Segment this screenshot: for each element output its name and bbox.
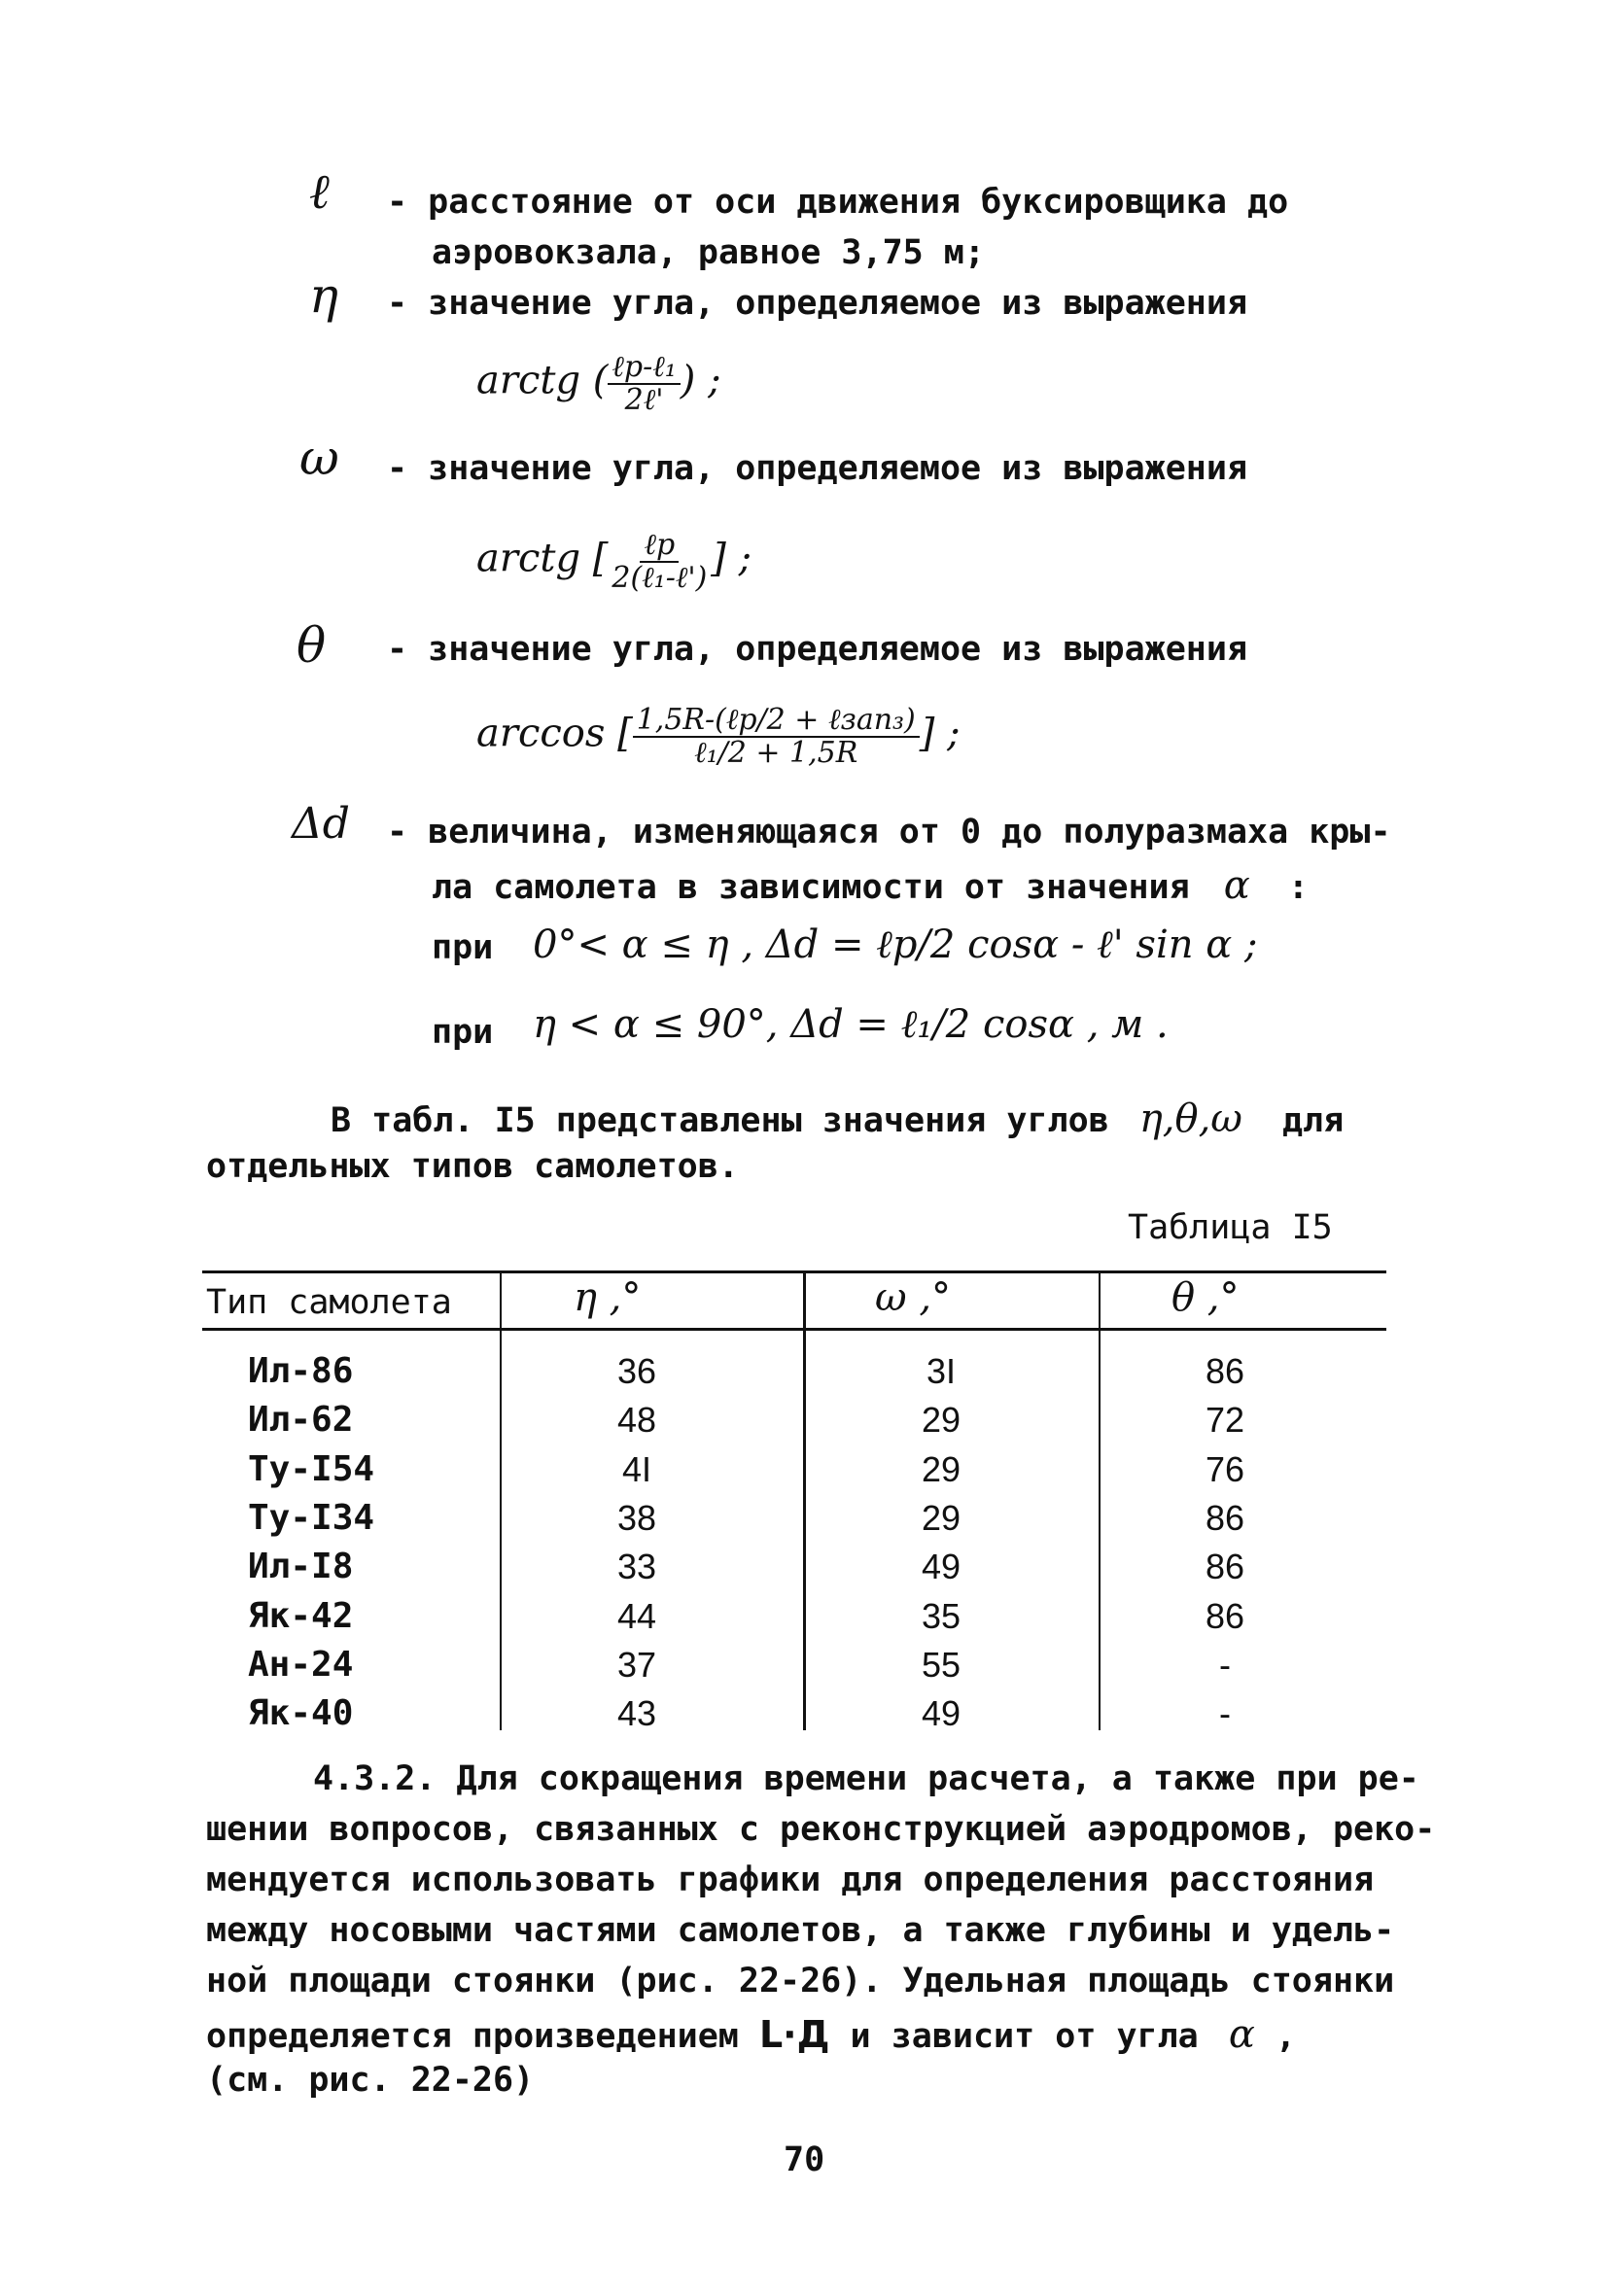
alpha-symbol-2: α [1228,2012,1255,2057]
table-cell-eta: 4I [621,1449,652,1489]
formula-omega: arctg [ $\frac{\text{ℓр}}{\text{2(ℓ₁-ℓ')}}$ ] ; [476,528,752,595]
definition-delta-d-line1: - величина, изменяющаяся от 0 до полуразмаха кры- [387,813,1391,852]
symbol-l: ℓ [309,163,330,220]
table-col-divider-2 [803,1273,806,1730]
header-theta: θ ,° [1171,1275,1240,1320]
table-cell-theta: 86 [1205,1596,1245,1636]
table-cell-omega: 55 [921,1645,961,1685]
definition-l-line2: аэровокзала, равное 3,75 м; [432,233,985,272]
table-cell-theta: - [1219,1645,1231,1685]
case1-label: при [432,928,494,967]
table-row-aircraft: Ту-I34 [248,1498,375,1538]
formula-eta-tail: ; [708,358,721,403]
page-number: 70 [784,2140,825,2179]
table-row-aircraft: Ту-I54 [248,1449,375,1489]
table-cell-omega: 3I [926,1351,957,1391]
table-cell-eta: 33 [616,1547,657,1586]
formula-eta: arctg ( $\frac{\text{ℓр-ℓ₁}}{\text{2ℓ'}}$ ) ; [476,350,721,417]
paragraph2-line3: мендуется использовать графики для определения расстояния [206,1861,1375,1899]
table-cell-omega: 35 [921,1596,961,1636]
paragraph2-line6: определяется произведением L·Д и зависит от угла α , [206,2012,1297,2057]
table-row-aircraft: Ил-62 [248,1400,354,1440]
table-cell-eta: 38 [616,1498,657,1538]
table-col-divider-1 [500,1273,502,1730]
formula-omega-num: ℓр [640,530,679,563]
formula-theta-num: 1,5R-(ℓр/2 + ℓзап₃) [633,705,920,738]
table-cell-eta: 48 [616,1400,657,1440]
table-caption: Таблица I5 [1128,1208,1333,1247]
table-cell-eta: 44 [616,1596,657,1636]
table-row-aircraft: Ил-86 [248,1351,354,1391]
formula-omega-fn: arctg [476,536,581,581]
paragraph1-line1: В табл. I5 представлены значения углов η,θ,ω для [331,1096,1345,1141]
paragraph2-line5: ной площади стоянки (рис. 22-26). Удельная площадь стоянки [206,1962,1395,2000]
table-row-aircraft: Як-42 [248,1596,354,1636]
table-cell-eta: 37 [616,1645,657,1685]
formula-omega-tail: ; [738,536,752,581]
formula-omega-den: 2(ℓ₁-ℓ') [612,560,708,595]
formula-theta: arccos [ $\frac{\text{1,5R-(ℓр/2 + ℓзап₃)}}{\text{ℓ₁/2 + 1,5R}}$ ] ; [476,703,961,770]
table-col-divider-3 [1099,1273,1101,1730]
symbol-delta-d: Δd [292,799,350,849]
case2-formula: η < α ≤ 90°, Δd = ℓ₁/2 cosα , м . [533,1002,1169,1047]
table-cell-theta: 72 [1205,1400,1245,1440]
symbol-omega: ω [299,430,339,486]
table-cell-theta: 86 [1205,1547,1245,1586]
table-cell-omega: 29 [921,1498,961,1538]
table-cell-eta: 36 [616,1351,657,1391]
formula-eta-fn: arctg [476,358,581,403]
definition-theta-text: - значение угла, определяемое из выражения [387,630,1248,669]
formula-theta-den: ℓ₁/2 + 1,5R [694,735,858,770]
table-cell-theta: - [1219,1693,1231,1733]
table-cell-omega: 29 [921,1400,961,1440]
formula-theta-fn: arccos [476,711,606,756]
case2-label: при [432,1013,494,1052]
paragraph1-line2: отдельных типов самолетов. [206,1147,739,1186]
table-row-aircraft: Як-40 [248,1693,354,1733]
header-eta: η ,° [574,1275,642,1320]
definition-l-line1: - расстояние от оси движения буксировщика до [387,183,1289,222]
table-cell-theta: 76 [1205,1449,1245,1489]
table-cell-eta: 43 [616,1693,657,1733]
angle-symbols: η,θ,ω [1138,1096,1242,1141]
case1-formula: 0°< α ≤ η , Δd = ℓр/2 cosα - ℓ' sin α ; [533,922,1258,967]
formula-theta-tail: ; [947,711,961,756]
product-symbol: L·Д [758,2013,830,2056]
formula-eta-den: 2ℓ' [624,382,664,417]
table-cell-theta: 86 [1205,1351,1245,1391]
symbol-eta: η [309,267,338,324]
table-cell-omega: 49 [921,1693,961,1733]
table-row-aircraft: Ан-24 [248,1645,354,1685]
definition-eta-text: - значение угла, определяемое из выражения [387,284,1248,323]
definition-delta-d-line2: ла самолета в зависимости от значения α : [432,863,1309,908]
paragraph2-line2: шении вопросов, связанных с реконструкцией аэродромов, реко- [206,1810,1436,1849]
table-cell-omega: 29 [921,1449,961,1489]
symbol-theta: θ [297,617,327,674]
table-cell-theta: 86 [1205,1498,1245,1538]
definition-omega-text: - значение угла, определяемое из выражения [387,449,1248,488]
formula-eta-num: ℓр-ℓ₁ [608,352,680,385]
paragraph2-line1: 4.3.2. Для сокращения времени расчета, а также при ре- [313,1759,1419,1798]
table-top-rule [202,1270,1386,1273]
alpha-symbol: α [1223,863,1250,908]
header-aircraft-type: Тип самолета [206,1283,452,1322]
table-row-aircraft: Ил-I8 [248,1547,354,1586]
header-omega: ω ,° [875,1275,952,1320]
table-cell-omega: 49 [921,1547,961,1586]
table-header-rule [202,1328,1386,1331]
paragraph2-line7: (см. рис. 22-26) [206,2061,535,2100]
paragraph2-line4: между носовыми частями самолетов, а также глубины и удель- [206,1911,1395,1950]
